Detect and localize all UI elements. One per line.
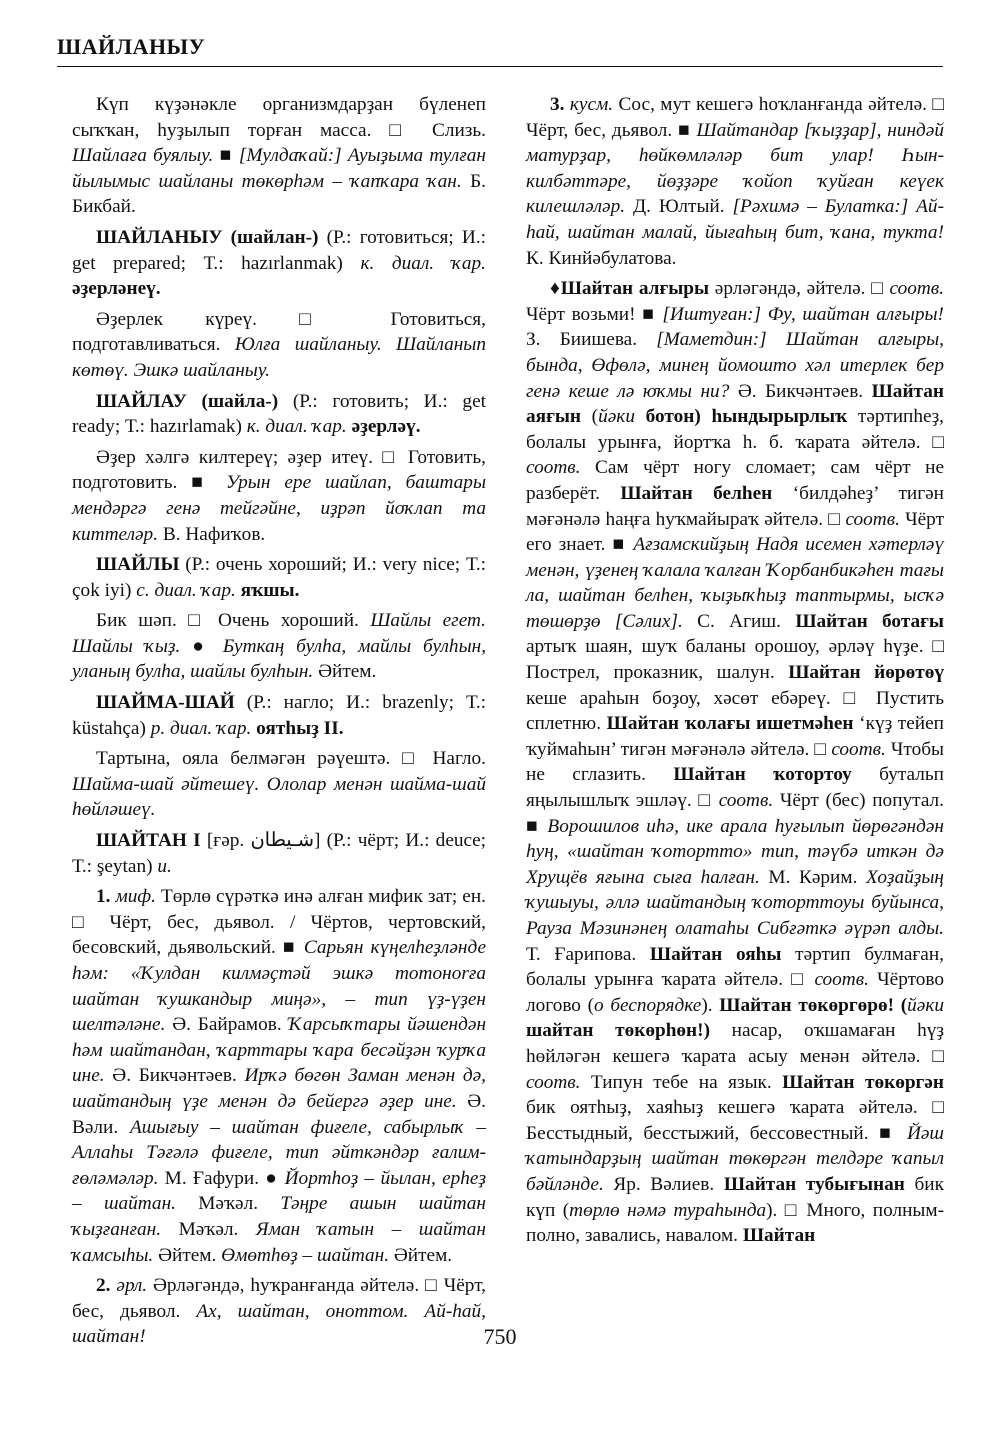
text: ). □ Много, полным-полно, завались, навалом. <box>526 1199 944 1247</box>
author: Т. Ғарипова. <box>526 943 650 965</box>
grammar-label: и. <box>157 855 172 877</box>
translations: (Р.: очень хороший; И.: very nice; Т.: çok iyi) <box>72 554 486 601</box>
translations: (Р.: готовить; И.: get ready; Т.: hazırlamak) <box>72 390 486 438</box>
text: Типун тебе на язык. <box>580 1071 783 1093</box>
example: Ах, шайтан, оноттом. Ай-һай, шайтан! <box>72 1300 487 1348</box>
cross-reference: әҙерләү. <box>346 416 421 438</box>
text: Чёрт (бес) попутал. ■ <box>526 790 944 837</box>
text: Тартына, ояла белмәгән рәүештә. □ Нагло. <box>96 748 486 770</box>
author: К. Кинйәбулатова. <box>526 247 677 269</box>
citation: Хоҙайҙың ҡушыуы, әллә шайтандың ҡоторттоуы буйынса, Рауза Мәзинәнең олатаһы Сибғәткә әүрәп алды. <box>526 866 944 939</box>
text: Мәҡәл. <box>161 1218 256 1240</box>
citation: Ашығыу – шайтан фиғеле, сабырлыҡ – Аллаһы Тәғәлә фиғеле, тип әйткәндәр ғалим-ғөләмәләр. <box>72 1116 486 1189</box>
text: ). <box>701 994 720 1016</box>
usage-label: йәки <box>598 406 635 428</box>
proverb: Яман ҡатын – шайтан ҡамсыһы. <box>72 1218 486 1266</box>
usage-label: соотв. <box>831 738 886 760</box>
phrase: шайтан төкөрһөн!) <box>526 1020 711 1042</box>
example: Шайлы егет. Шайлы ҡыҙ. <box>72 610 486 657</box>
definition <box>72 608 486 685</box>
text: Күп күҙәнәкле организмдарҙан бүленеп сыҡҡан, һуҙылып торған масса. □ Слизь. <box>72 94 486 141</box>
text: тәртипһеҙ, болалы урынға, йортҡа һ. б. ҡарата әйтелә. □ <box>526 406 945 453</box>
etymology: [ғәр. <box>200 830 251 852</box>
entry-shailanyu-continuation <box>72 92 486 220</box>
header-rule <box>57 66 943 67</box>
definition <box>72 445 486 547</box>
text: кеше араһын боҙоу, хәсөт ебәреү. □ Пустить сплетню. <box>526 687 944 735</box>
text: Чёрт его знает. ■ <box>526 508 944 556</box>
phrase: Шайтан ояһы <box>649 943 782 965</box>
citation: Ирҡә бөгөн Заман менән дә, шайтандың үҙе менән дә бейергә әҙер ине. <box>72 1065 486 1112</box>
text: Әрләгәндә, һуҡранғанда әйтелә. □ Чёрт, бес, дьявол. <box>72 1275 486 1322</box>
text: Сам чёрт ногу сломает; сам чёрт не разберёт. <box>526 457 944 504</box>
left-column <box>72 92 486 1355</box>
citation: Сарьян күңелһеҙләнде һәм: «Ҡулдан килмәҫтәй эшкә тотоноrға шайтан ҡушкандыр миңә», – тип үҙ-үҙен шелтәләне. <box>72 937 487 1036</box>
author: Яр. Вәлиев. <box>603 1173 724 1195</box>
text: Чёрт возьми! ■ <box>526 303 663 325</box>
text: Чтобы не сглазить. <box>526 738 944 786</box>
usage-label: соотв. <box>889 278 944 300</box>
text: Әйтем. <box>153 1244 222 1266</box>
translations: ] (Р.: чёрт; И.: deuce; Т.: şeytan) <box>72 830 486 877</box>
text: Әйтем. <box>389 1244 453 1266</box>
phrase: Шайтан ҡоторто​у <box>673 764 852 786</box>
headword: ШАЙЛАУ (шайла-) <box>96 390 279 412</box>
text: Әйтем. <box>313 661 377 683</box>
text: бутальп яңылышлыҡ эшләү. □ <box>526 764 944 812</box>
usage-label: соотв. <box>814 969 869 991</box>
author: С. Агиш. <box>682 610 796 632</box>
entry-shaitan <box>72 828 486 879</box>
author: В. Нафиҡов. <box>158 523 266 545</box>
citation: Шайтандар [ҡыҙҙар], ниндәй матурҙар, һөйкөмләләр бит улар! Һын-килбәттәре, йөҙҙәре ҡойоп ҡуйған кеүек килешләләр. <box>526 119 944 218</box>
grammar-label: р. диал. ҡар. <box>150 717 252 739</box>
text: Төрлө сүрәткә инә алған мифик зат; ен. □ Чёрт, бес, дьявол. / Чёртов, чертовский, бесовский, дьявольский. ■ <box>72 886 486 959</box>
author: Б. Бикбай. <box>72 170 486 218</box>
sense-number: 1. <box>96 886 111 908</box>
grammar-label: к. диал. ҡар. <box>246 416 347 438</box>
headword: ШАЙМА-ШАЙ <box>96 692 235 714</box>
phrase: Шайтан <box>742 1225 816 1247</box>
right-column <box>526 92 944 1254</box>
sense-3 <box>526 92 944 271</box>
text: бик күп ( <box>526 1173 944 1221</box>
text: Әҙерлек күреү. □ Готовиться, подготавливаться. <box>72 308 486 356</box>
phrase: ботон) һындырырлыҡ <box>634 406 848 428</box>
entry-shailanyu <box>72 225 486 302</box>
grammar-label: с. диал. ҡар. <box>136 579 236 601</box>
text: ● <box>180 635 223 657</box>
text: ( <box>581 406 599 428</box>
phrase: Шайтан аяғын <box>526 380 945 428</box>
text: Мәҡәл. <box>175 1193 281 1215</box>
running-head: ШАЙЛАНЫУ <box>57 34 206 59</box>
citation: [Рәхимә – Булатка:] Ай-һай, шайтан малай, йығаһың бит, ҡана, тукта! <box>526 196 944 243</box>
sense-1 <box>72 884 486 1268</box>
sense-number: 2. <box>96 1275 111 1297</box>
entry-shaily <box>72 552 486 603</box>
citation: [Мулдаҡай:] Ауыҙыма тулған йылымыс шайланы төкөрһәм – ҡапҡара ҡан. <box>72 145 486 192</box>
text: насар, оҡшамаған һүҙ һөйләгән кешегә ҡарата асыу менән әйтелә. □ <box>526 1020 944 1067</box>
page-number: 750 <box>483 1324 517 1349</box>
phrase: Шайтан белһен <box>620 482 773 504</box>
definition <box>72 307 486 384</box>
example: Юлға шайланыу. Шайланып көтөү. Эшкә шайланыу. <box>72 334 487 381</box>
headword: ШАЙЛАНЫУ (шайлан-) <box>96 226 319 248</box>
phrase: ♦Шайтан алғыры <box>550 278 710 300</box>
entry-shaima-shai <box>72 690 486 741</box>
author: Ә. Байрамов. <box>165 1014 289 1036</box>
author: Ә. Бикчәнтәев. <box>104 1065 245 1087</box>
translations: (Р.: нагло; И.: brazenly; Т.: küstahça) <box>72 692 486 739</box>
usage-label: йәки <box>907 994 945 1016</box>
entry-shailau <box>72 389 486 440</box>
usage-label: соотв. <box>526 1071 581 1093</box>
citation: [Иштуған:] Фу, шайтан алғыры! <box>662 303 944 325</box>
text: әрләгәндә, әйтелә. □ <box>709 278 890 300</box>
usage-label: әрл. <box>110 1275 148 1297</box>
phrase: Шайтан тубығынан <box>723 1173 905 1195</box>
usage-label: төрлө нәмә тураһында <box>569 1199 767 1221</box>
author: Ә. Вәли. <box>72 1090 486 1138</box>
usage-label: соотв. <box>718 790 774 812</box>
text: Әҙер хәлгә килтереү; әҙер итеү. □ Готовить, подготовить. ■ <box>72 446 486 494</box>
proverb: Өмөтһөҙ – шайтан. <box>221 1244 390 1266</box>
text: артыҡ шаян, шуҡ баланы орошоу, әрләү һүҙе. □ Пострел, проказник, шалун. <box>526 636 944 684</box>
text: ‘билдәһеҙ’ тигән мәғәнәлә һаңға һуҡмайыраҡ әйтелә. □ <box>526 482 944 530</box>
phrase: Шайтан ҡолағы ишетмәһен <box>606 713 854 735</box>
usage-label: о беспорядке <box>594 994 702 1016</box>
author: Ә. Бикчәнтәев. <box>729 380 872 402</box>
headword: ШАЙТАН I <box>96 830 201 852</box>
text: тәртип булмаған, болалы урынға ҡарата әйтелә. □ <box>526 943 945 991</box>
citation: [Маметдин:] Шайтан алғыры, бында, Өфөлә, минең йомошто хәл итерлек бер генә кеше лә юҡмы ни? <box>526 329 944 402</box>
text: Чёртово логово ( <box>526 969 944 1016</box>
text: Сос, мут кешегә һоҡланғанда әйтелә. □ Чёрт, бес, дьявол. ■ <box>526 94 944 141</box>
example: Шайма-шай әйтешеү. Ололар менән шайма-шай һөйләшеү. <box>72 773 486 821</box>
translations: (Р.: готовиться; И.: get prepared; Т.: hazırlanmak) <box>72 226 486 274</box>
cross-reference: әҙерләнеү. <box>72 278 161 300</box>
author: М. Кәрим. <box>759 866 867 888</box>
citation: Ворошилов иһә, ике арала һуғылып йөрөгәндән һуң, «шайтан ҡоторттo» тип, тәүбә иткән дә Хрущёв яғына сыға һалған. <box>526 815 944 888</box>
text: ■ <box>213 145 239 167</box>
usage-label: миф. <box>110 886 156 908</box>
example: Шайлаға буялыу. <box>72 145 214 167</box>
text: ‘күҙ тейеп ҡуймаһын’ тигән мәғәнәлә әйтелә. □ <box>526 713 944 760</box>
text: бик оятһыҙ, хаяһыҙ кешегә ҡарата әйтелә. □ Бесстыдный, бесстыжий, бессовестный. ■ <box>526 1097 944 1144</box>
headword: ШАЙЛЫ <box>96 554 180 576</box>
citation: Ағзамскийҙың Надя исемен хәтерләү менән, үҙенең ҡалала ҡалған Ҡорбанбикәһен тағы ла, шайтан белһен, ҡыҙыҡһыҙ таптырмы, ысҡә төшөрҙө [Сәлих]. <box>526 534 944 632</box>
grammar-label: к. диал. ҡар. <box>360 252 486 274</box>
citation: Урын ере шайлап, баштары мендәргә генә тейгәйне, иҙрәп йоҡлап та киттеләр. <box>72 472 486 545</box>
proverb: Буткаң булһа, майлы булһын, уланың булһа, шайлы булһын. <box>72 635 487 683</box>
phrase: Шайтан төкөргән <box>782 1071 944 1093</box>
definition <box>72 746 486 823</box>
cross-reference: яҡшы. <box>235 579 300 601</box>
proverb: Тәңре ашын шайтан ҡыҙғанған. <box>72 1193 486 1240</box>
sense-number: 3. <box>550 94 565 115</box>
author: З. Биишева. <box>526 329 657 351</box>
citation: Ҡарсыҡтары йәшендән һәм шайтандан, ҡарттары ҡара бесәйҙән ҡурҡа ине. <box>72 1014 487 1087</box>
usage-label: соотв. <box>845 508 900 530</box>
proverb: Йортһоҙ – йылан, ерһеҙ – шайтан. <box>72 1167 486 1215</box>
author: Д. Юлтый. <box>625 196 733 218</box>
arabic-etymon: شـيطان <box>250 830 314 852</box>
phrase: Шайтан төкөргөрө! ( <box>719 994 908 1016</box>
author: М. Ғафури. ● <box>158 1167 285 1189</box>
phraseology-block <box>526 276 944 1249</box>
usage-label: кусм. <box>564 94 614 115</box>
usage-label: соотв. <box>526 457 581 479</box>
cross-reference: оятһыҙ II. <box>251 717 344 739</box>
phrase: Шайтан йөрөтөү <box>788 662 944 684</box>
citation: Йәш ҡатындарҙың шайтан төкөргән телдәре ҡапыл бәйләнде. <box>526 1122 944 1195</box>
text: Бик шәп. □ Очень хороший. <box>96 610 371 632</box>
phrase: Шайтан ботағы <box>795 610 944 632</box>
